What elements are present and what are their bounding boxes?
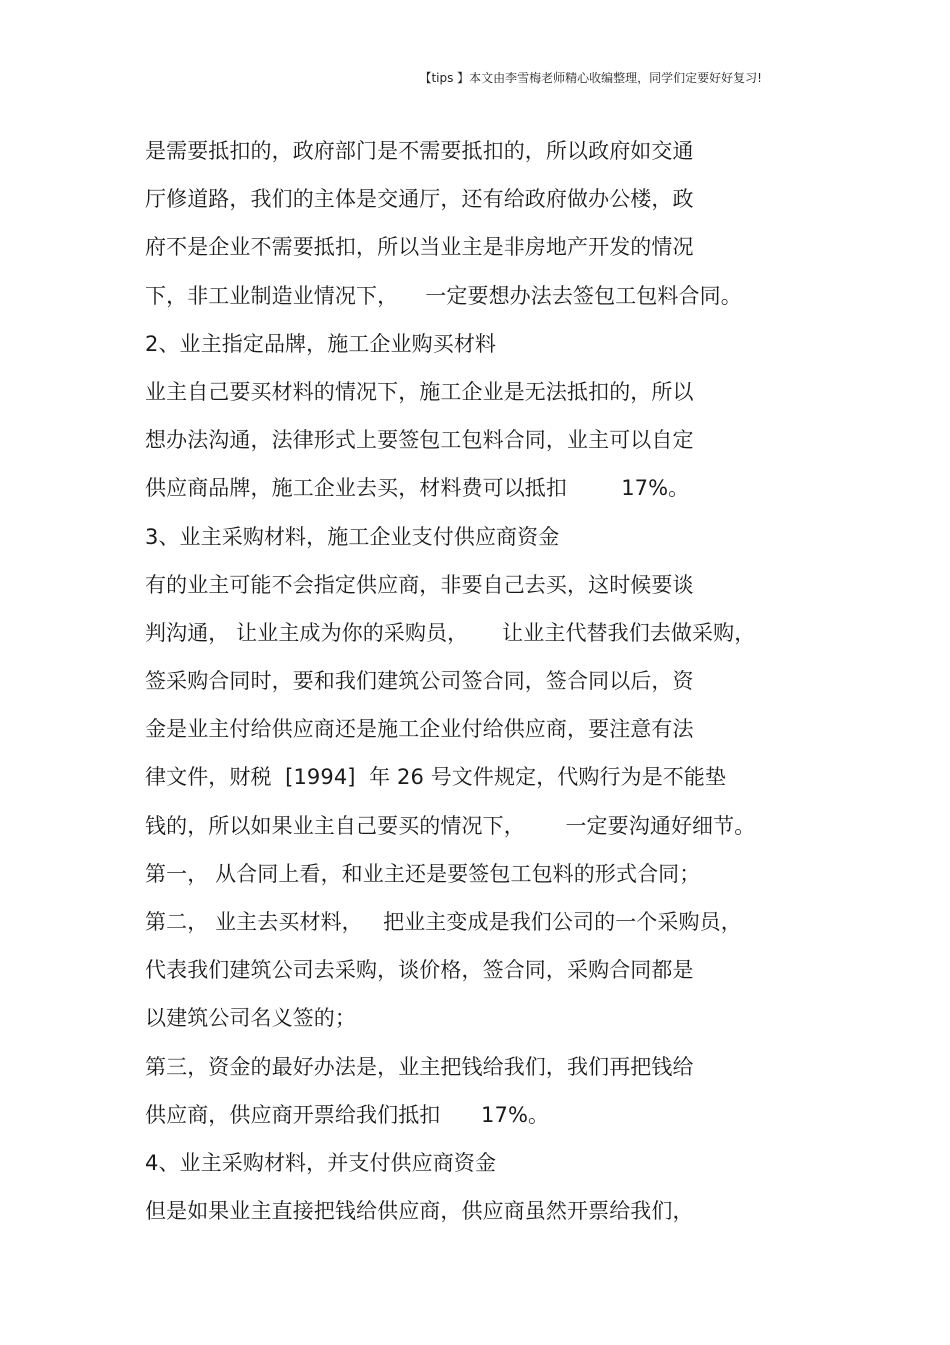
text-line: 钱的，所以如果业主自己要买的情况下， 一定要沟通好细节。 bbox=[145, 813, 756, 838]
text-line: 第三，资金的最好办法是，业主把钱给我们，我们再把钱给 bbox=[145, 1054, 694, 1079]
text-line: 厅修道路，我们的主体是交通厅，还有给政府做办公楼，政 bbox=[145, 187, 694, 212]
text-line: 下，非工业制造业情况下， 一定要想办法去签包工包料合同。 bbox=[145, 283, 742, 308]
text-line: 判沟通， 让业主成为你的采购员， 让业主代替我们去做采购， bbox=[145, 620, 756, 645]
section-heading: 2、业主指定品牌，施工企业购买材料 bbox=[145, 331, 497, 356]
text-line: 但是如果业主直接把钱给供应商，供应商虽然开票给我们， bbox=[145, 1199, 694, 1224]
text-line: 供应商品牌，施工企业去买，材料费可以抵扣 17%。 bbox=[145, 476, 690, 501]
text-line: 金是业主付给供应商还是施工企业付给供应商，要注意有法 bbox=[145, 717, 694, 742]
section-heading: 3、业主采购材料，施工企业支付供应商资金 bbox=[145, 524, 560, 549]
text-line: 供应商，供应商开票给我们抵扣 17%。 bbox=[145, 1102, 550, 1127]
text-line: 签采购合同时，要和我们建筑公司签合同，签合同以后，资 bbox=[145, 669, 694, 694]
text-line: 业主自己要买材料的情况下，施工企业是无法抵扣的，所以 bbox=[145, 379, 694, 404]
text-line: 想办法沟通，法律形式上要签包工包料合同，业主可以自定 bbox=[145, 428, 694, 453]
text-line: 有的业主可能不会指定供应商，非要自己去买，这时候要谈 bbox=[145, 572, 694, 597]
text-line: 代表我们建筑公司去采购，谈价格，签合同，采购合同都是 bbox=[145, 958, 694, 983]
text-line: 律文件，财税 [1994] 年 26 号文件规定，代购行为是不能垫 bbox=[145, 765, 727, 790]
text-line: 府不是企业不需要抵扣，所以当业主是非房地产开发的情况 bbox=[145, 235, 694, 260]
document-body bbox=[145, 127, 845, 1235]
text-line: 是需要抵扣的，政府部门是不需要抵扣的，所以政府如交通 bbox=[145, 139, 694, 163]
section-heading: 4、业主采购材料，并支付供应商资金 bbox=[145, 1150, 497, 1175]
text-line: 以建筑公司名义签的； bbox=[145, 1006, 356, 1031]
text-line: 第二， 业主去买材料， 把业主变成是我们公司的一个采购员， bbox=[145, 910, 742, 934]
text-line: 第一， 从合同上看，和业主还是要签包工包料的形式合同； bbox=[145, 861, 701, 886]
header-tip: 【tips 】本文由李雪梅老师精心收编整理，同学们定要好好复习! bbox=[419, 71, 762, 85]
